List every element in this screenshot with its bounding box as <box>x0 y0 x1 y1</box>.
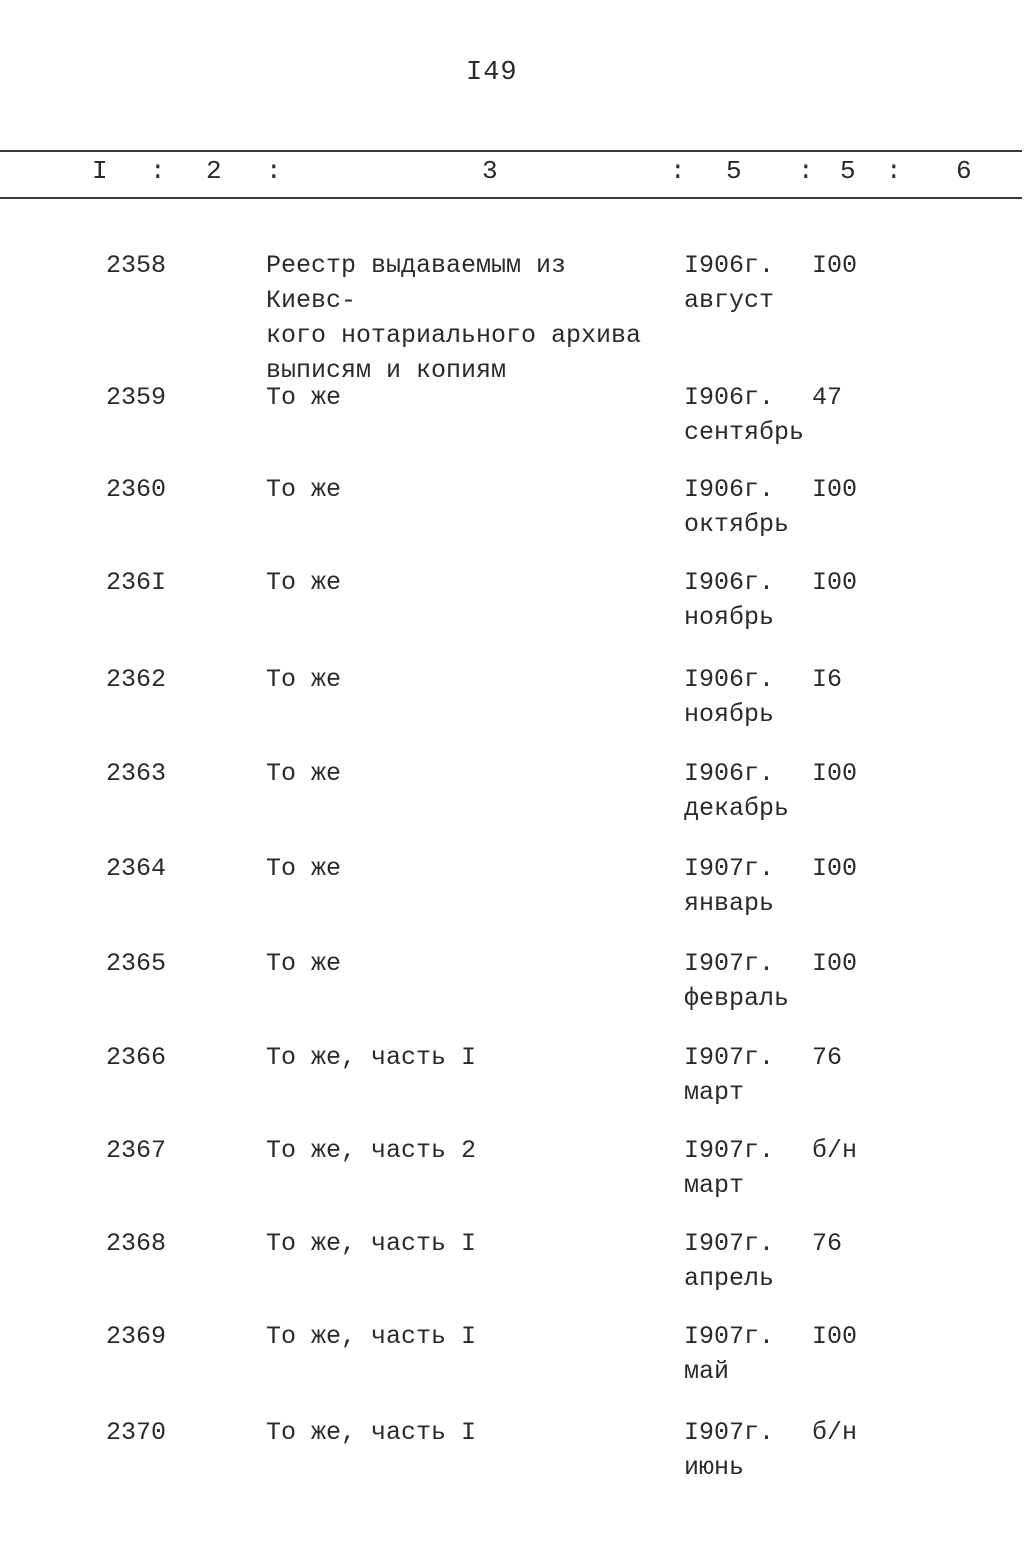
header-col-6: 6 <box>956 156 972 186</box>
header-col-3: 3 <box>482 156 498 186</box>
sheet-count: 47 <box>812 383 843 412</box>
case-title: То же, часть 2 <box>266 1136 477 1165</box>
sheet-count: I00 <box>812 759 858 788</box>
case-number: 2364 <box>106 854 167 883</box>
case-title: То же, часть I <box>266 1418 477 1447</box>
sheet-count: 76 <box>812 1229 843 1258</box>
header-rule-bottom <box>0 197 1022 199</box>
case-title: То же <box>266 854 342 883</box>
case-date: I906г. декабрь <box>684 759 790 823</box>
case-number: 2369 <box>106 1322 167 1351</box>
case-date: I906г. ноябрь <box>684 665 775 729</box>
case-date: I907г. май <box>684 1322 775 1386</box>
case-number: 2363 <box>106 759 167 788</box>
case-date: I906г. октябрь <box>684 475 790 539</box>
case-number: 2370 <box>106 1418 167 1447</box>
sheet-count: I00 <box>812 475 858 504</box>
sheet-count: I00 <box>812 251 858 280</box>
case-date: I907г. март <box>684 1136 775 1200</box>
case-number: 2368 <box>106 1229 167 1258</box>
case-date: I907г. январь <box>684 854 775 918</box>
sheet-count: I00 <box>812 568 858 597</box>
case-title: То же, часть I <box>266 1229 477 1258</box>
sheet-count: I00 <box>812 949 858 978</box>
sheet-count: I00 <box>812 1322 858 1351</box>
header-separator: : <box>798 156 814 186</box>
case-number: 2367 <box>106 1136 167 1165</box>
sheet-count: 76 <box>812 1043 843 1072</box>
case-number: 236I <box>106 568 167 597</box>
header-separator: : <box>886 156 902 186</box>
case-title: То же <box>266 759 342 788</box>
case-title: То же <box>266 665 342 694</box>
case-date: I906г. ноябрь <box>684 568 775 632</box>
case-title: То же, часть I <box>266 1322 477 1351</box>
case-number: 2362 <box>106 665 167 694</box>
case-title: То же <box>266 949 342 978</box>
case-number: 2358 <box>106 251 167 280</box>
case-number: 2359 <box>106 383 167 412</box>
case-number: 2366 <box>106 1043 167 1072</box>
header-col-5: 5 <box>840 156 856 186</box>
header-col-1: I <box>92 156 108 186</box>
case-date: I907г. июнь <box>684 1418 775 1482</box>
case-title: То же <box>266 383 342 412</box>
case-date: I907г. февраль <box>684 949 790 1013</box>
case-number: 2365 <box>106 949 167 978</box>
header-separator: : <box>670 156 686 186</box>
case-title: То же <box>266 568 342 597</box>
header-separator: : <box>150 156 166 186</box>
header-col-4: 5 <box>726 156 742 186</box>
page-number: I49 <box>466 58 518 88</box>
case-title: То же, часть I <box>266 1043 477 1072</box>
header-rule-top <box>0 150 1022 152</box>
case-title: То же <box>266 475 342 504</box>
sheet-count: б/н <box>812 1136 858 1165</box>
header-separator: : <box>266 156 282 186</box>
header-col-2: 2 <box>206 156 222 186</box>
sheet-count: I6 <box>812 665 843 694</box>
case-date: I907г. март <box>684 1043 775 1107</box>
case-title: Реестр выдаваемым из Киевс- кого нотариального архива выписям и копиям <box>266 251 642 385</box>
sheet-count: I00 <box>812 854 858 883</box>
case-date: I906г. сентябрь <box>684 383 805 447</box>
case-date: I906г. август <box>684 251 775 315</box>
sheet-count: б/н <box>812 1418 858 1447</box>
case-number: 2360 <box>106 475 167 504</box>
case-date: I907г. апрель <box>684 1229 775 1293</box>
